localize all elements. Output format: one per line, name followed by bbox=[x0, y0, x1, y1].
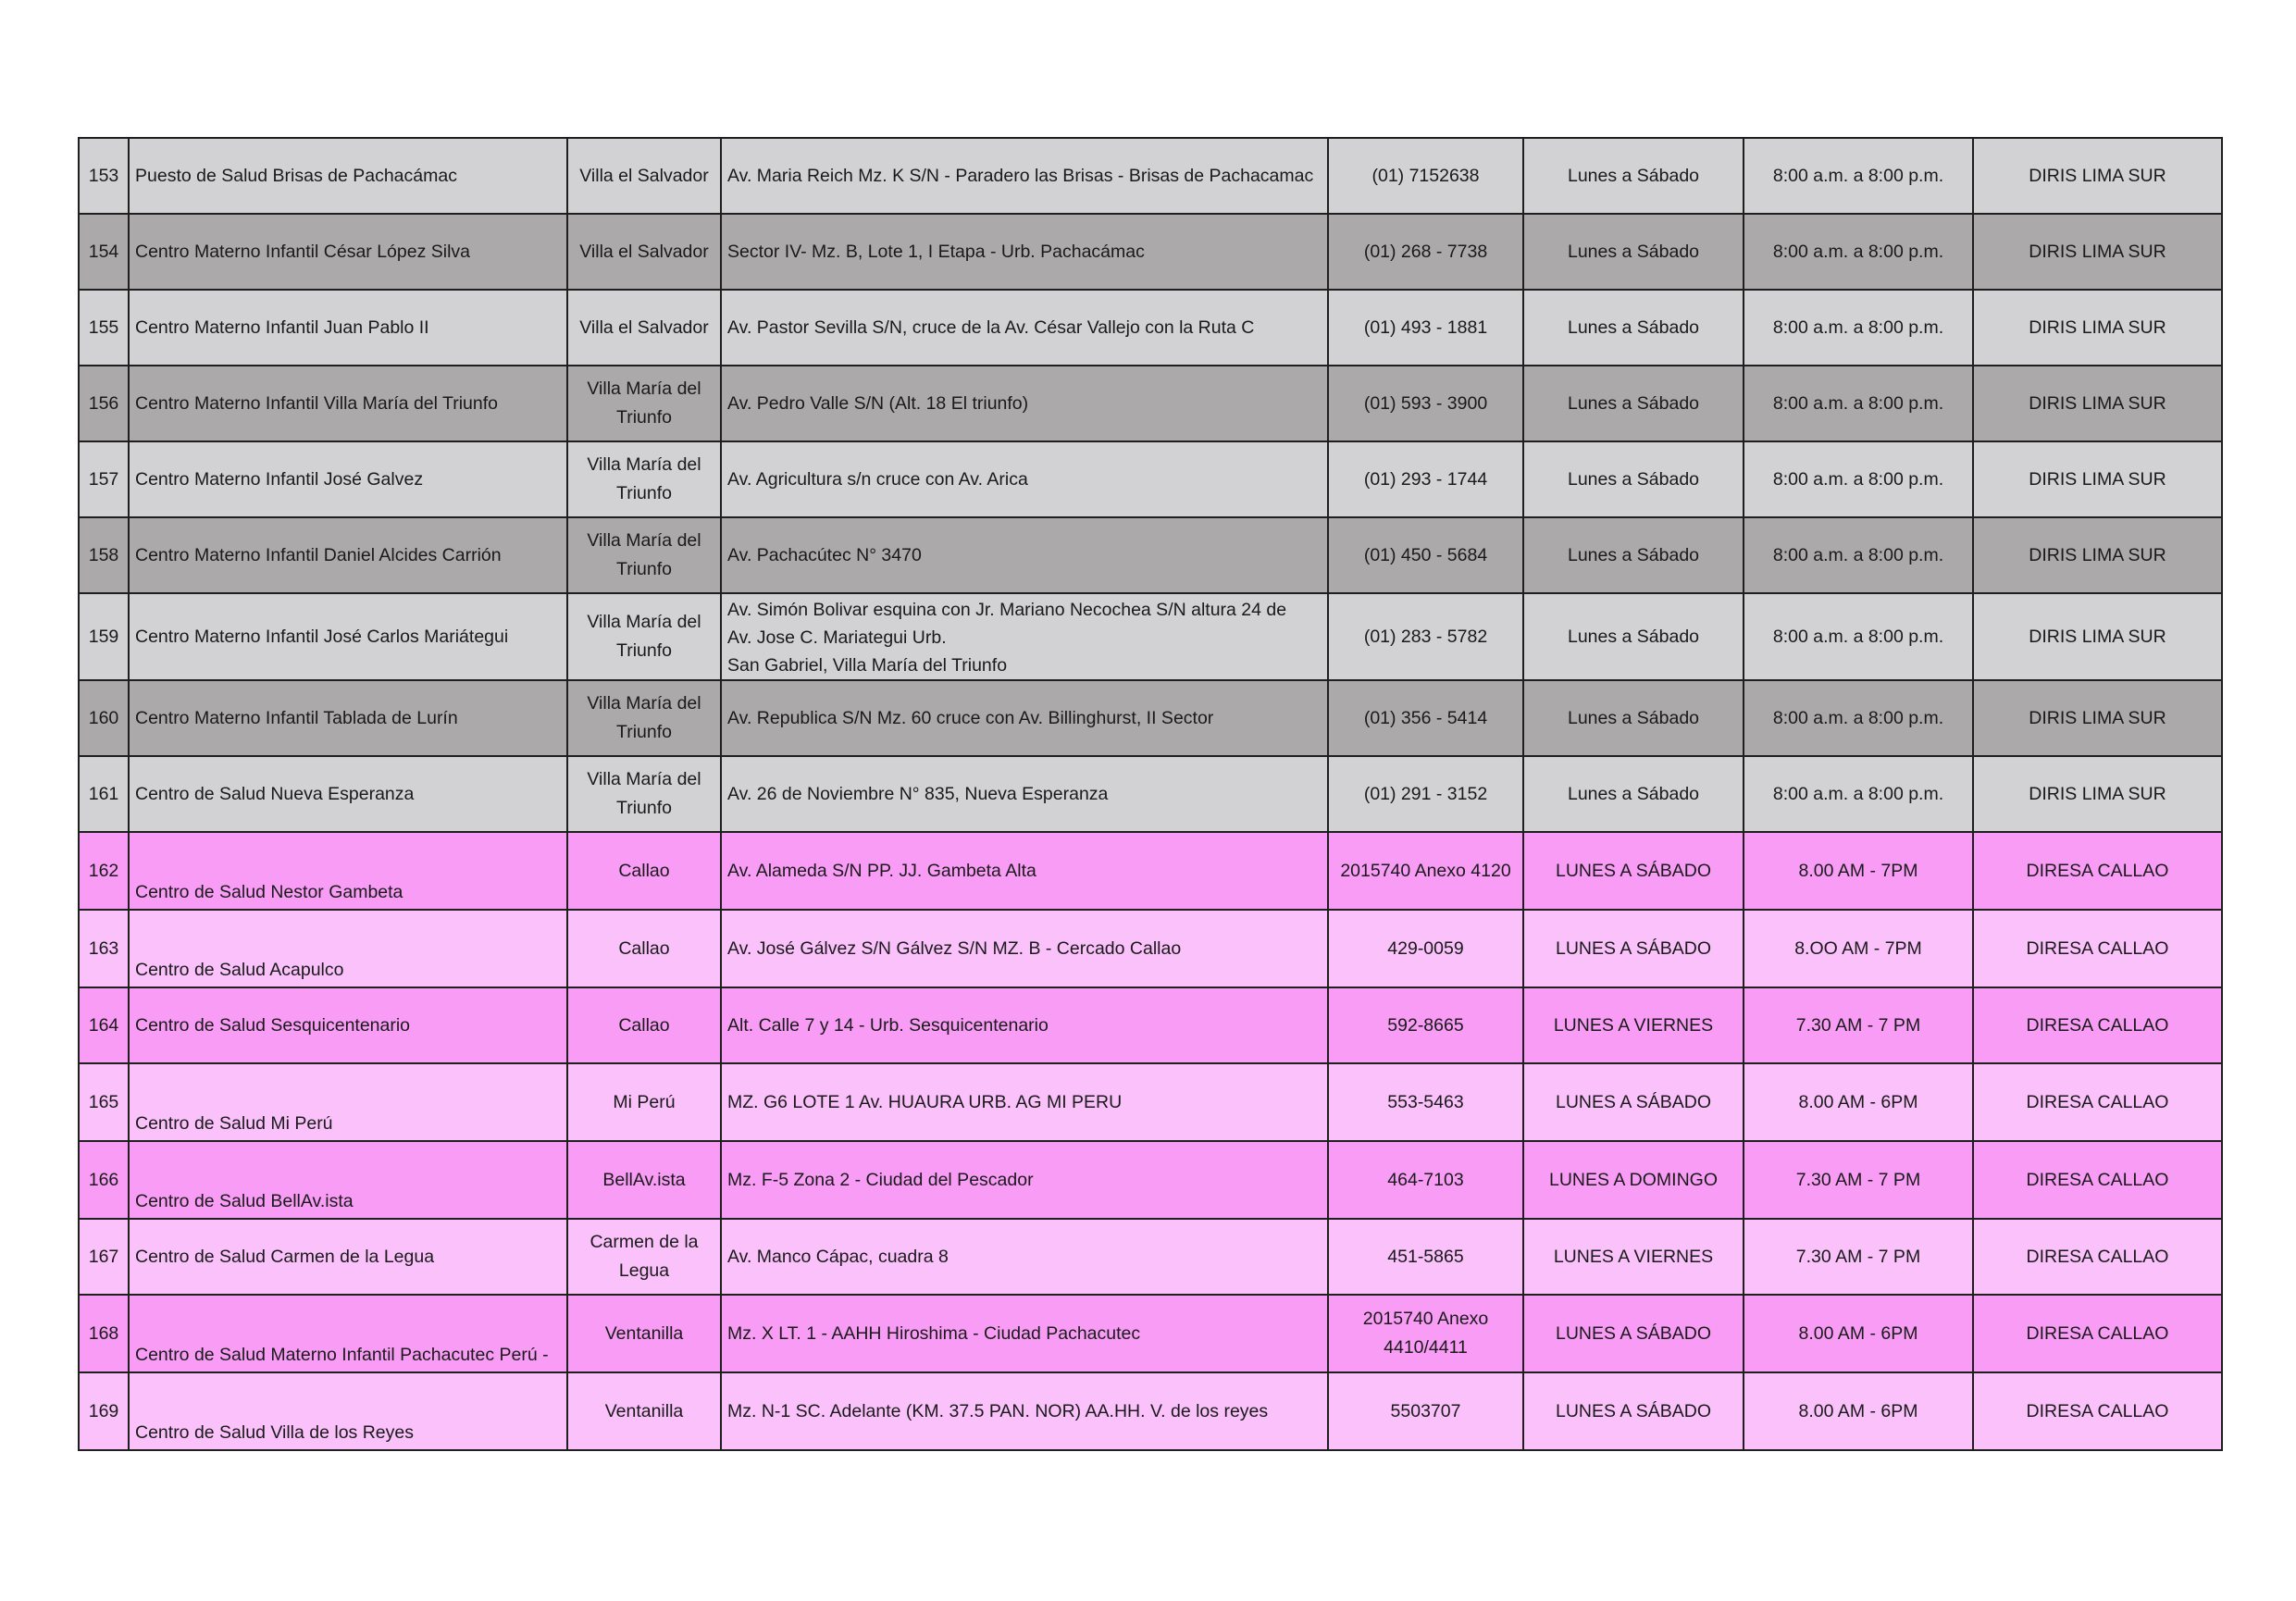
health-centers-table bbox=[78, 137, 2223, 1451]
opening-days: LUNES A SÁBADO bbox=[1523, 1063, 1744, 1141]
district: Callao bbox=[567, 832, 721, 910]
opening-days: LUNES A SÁBADO bbox=[1523, 910, 1744, 987]
facility-name: Puesto de Salud Brisas de Pachacámac bbox=[129, 138, 567, 214]
row-number: 166 bbox=[79, 1141, 129, 1219]
opening-days: Lunes a Sábado bbox=[1523, 517, 1744, 593]
health-authority: DIRESA CALLAO bbox=[1973, 1372, 2222, 1450]
address: Av. Manco Cápac, cuadra 8 bbox=[721, 1219, 1328, 1295]
facility-name: Centro de Salud Materno Infantil Pachacutec Perú - bbox=[129, 1295, 567, 1372]
opening-hours: 8:00 a.m. a 8:00 p.m. bbox=[1744, 441, 1973, 517]
row-number: 169 bbox=[79, 1372, 129, 1450]
facility-name: Centro de Salud Carmen de la Legua bbox=[129, 1219, 567, 1295]
table-row bbox=[79, 1219, 2222, 1295]
row-number: 168 bbox=[79, 1295, 129, 1372]
district: Villa María del Triunfo bbox=[567, 680, 721, 756]
opening-hours: 8.00 AM - 6PM bbox=[1744, 1295, 1973, 1372]
district: Villa María del Triunfo bbox=[567, 517, 721, 593]
opening-days: LUNES A SÁBADO bbox=[1523, 1295, 1744, 1372]
opening-hours: 8:00 a.m. a 8:00 p.m. bbox=[1744, 756, 1973, 832]
opening-hours: 7.30 AM - 7 PM bbox=[1744, 1219, 1973, 1295]
opening-days: LUNES A DOMINGO bbox=[1523, 1141, 1744, 1219]
opening-days: Lunes a Sábado bbox=[1523, 138, 1744, 214]
phone: 2015740 Anexo 4120 bbox=[1328, 832, 1523, 910]
opening-days: Lunes a Sábado bbox=[1523, 680, 1744, 756]
facility-name: Centro Materno Infantil Tablada de Lurín bbox=[129, 680, 567, 756]
row-number: 158 bbox=[79, 517, 129, 593]
facility-name: Centro de Salud Nueva Esperanza bbox=[129, 756, 567, 832]
district: Mi Perú bbox=[567, 1063, 721, 1141]
facility-name: Centro de Salud BellAv.ista bbox=[129, 1141, 567, 1219]
row-number: 159 bbox=[79, 593, 129, 680]
health-authority: DIRIS LIMA SUR bbox=[1973, 593, 2222, 680]
address: Av. Agricultura s/n cruce con Av. Arica bbox=[721, 441, 1328, 517]
table-row bbox=[79, 593, 2222, 680]
address: Alt. Calle 7 y 14 - Urb. Sesquicentenario bbox=[721, 987, 1328, 1063]
table-row bbox=[79, 910, 2222, 987]
health-authority: DIRESA CALLAO bbox=[1973, 832, 2222, 910]
facility-name: Centro de Salud Sesquicentenario bbox=[129, 987, 567, 1063]
opening-days: LUNES A SÁBADO bbox=[1523, 832, 1744, 910]
opening-hours: 8.00 AM - 7PM bbox=[1744, 832, 1973, 910]
row-number: 161 bbox=[79, 756, 129, 832]
address: Av. Alameda S/N PP. JJ. Gambeta Alta bbox=[721, 832, 1328, 910]
district: BellAv.ista bbox=[567, 1141, 721, 1219]
facility-name: Centro Materno Infantil José Carlos Mariátegui bbox=[129, 593, 567, 680]
health-authority: DIRESA CALLAO bbox=[1973, 1295, 2222, 1372]
table-row bbox=[79, 441, 2222, 517]
row-number: 164 bbox=[79, 987, 129, 1063]
district: Villa el Salvador bbox=[567, 214, 721, 290]
table-row bbox=[79, 987, 2222, 1063]
opening-hours: 8.00 AM - 6PM bbox=[1744, 1063, 1973, 1141]
health-authority: DIRESA CALLAO bbox=[1973, 1063, 2222, 1141]
facility-name: Centro de Salud Villa de los Reyes bbox=[129, 1372, 567, 1450]
opening-hours: 8.OO AM - 7PM bbox=[1744, 910, 1973, 987]
facility-name: Centro Materno Infantil Juan Pablo II bbox=[129, 290, 567, 366]
table-row bbox=[79, 680, 2222, 756]
table-row bbox=[79, 756, 2222, 832]
row-number: 154 bbox=[79, 214, 129, 290]
opening-hours: 8:00 a.m. a 8:00 p.m. bbox=[1744, 366, 1973, 441]
health-authority: DIRIS LIMA SUR bbox=[1973, 441, 2222, 517]
opening-hours: 8:00 a.m. a 8:00 p.m. bbox=[1744, 680, 1973, 756]
row-number: 155 bbox=[79, 290, 129, 366]
table-row bbox=[79, 1063, 2222, 1141]
row-number: 157 bbox=[79, 441, 129, 517]
table-row bbox=[79, 138, 2222, 214]
district: Villa el Salvador bbox=[567, 138, 721, 214]
health-authority: DIRIS LIMA SUR bbox=[1973, 138, 2222, 214]
health-authority: DIRIS LIMA SUR bbox=[1973, 290, 2222, 366]
address: Av. Republica S/N Mz. 60 cruce con Av. Billinghurst, II Sector bbox=[721, 680, 1328, 756]
phone: (01) 593 - 3900 bbox=[1328, 366, 1523, 441]
table-row bbox=[79, 1295, 2222, 1372]
table-row bbox=[79, 290, 2222, 366]
health-authority: DIRESA CALLAO bbox=[1973, 910, 2222, 987]
address: Sector IV- Mz. B, Lote 1, I Etapa - Urb. Pachacámac bbox=[721, 214, 1328, 290]
row-number: 167 bbox=[79, 1219, 129, 1295]
phone: 429-0059 bbox=[1328, 910, 1523, 987]
table-row bbox=[79, 1372, 2222, 1450]
opening-hours: 8:00 a.m. a 8:00 p.m. bbox=[1744, 517, 1973, 593]
health-authority: DIRIS LIMA SUR bbox=[1973, 756, 2222, 832]
facility-name: Centro de Salud Mi Perú bbox=[129, 1063, 567, 1141]
opening-days: Lunes a Sábado bbox=[1523, 593, 1744, 680]
row-number: 153 bbox=[79, 138, 129, 214]
facility-name: Centro Materno Infantil José Galvez bbox=[129, 441, 567, 517]
row-number: 156 bbox=[79, 366, 129, 441]
opening-hours: 8:00 a.m. a 8:00 p.m. bbox=[1744, 290, 1973, 366]
phone: (01) 7152638 bbox=[1328, 138, 1523, 214]
table-row bbox=[79, 832, 2222, 910]
facility-name: Centro Materno Infantil Villa María del Triunfo bbox=[129, 366, 567, 441]
row-number: 165 bbox=[79, 1063, 129, 1141]
opening-hours: 8:00 a.m. a 8:00 p.m. bbox=[1744, 138, 1973, 214]
health-authority: DIRIS LIMA SUR bbox=[1973, 680, 2222, 756]
facility-name: Centro de Salud Nestor Gambeta bbox=[129, 832, 567, 910]
opening-days: Lunes a Sábado bbox=[1523, 441, 1744, 517]
phone: (01) 493 - 1881 bbox=[1328, 290, 1523, 366]
table-row bbox=[79, 366, 2222, 441]
facility-name: Centro Materno Infantil César López Silva bbox=[129, 214, 567, 290]
district: Villa María del Triunfo bbox=[567, 756, 721, 832]
address: Av. Pedro Valle S/N (Alt. 18 El triunfo) bbox=[721, 366, 1328, 441]
district: Carmen de la Legua bbox=[567, 1219, 721, 1295]
phone: (01) 291 - 3152 bbox=[1328, 756, 1523, 832]
district: Villa el Salvador bbox=[567, 290, 721, 366]
opening-hours: 8:00 a.m. a 8:00 p.m. bbox=[1744, 593, 1973, 680]
opening-days: Lunes a Sábado bbox=[1523, 756, 1744, 832]
opening-days: LUNES A VIERNES bbox=[1523, 1219, 1744, 1295]
phone: (01) 293 - 1744 bbox=[1328, 441, 1523, 517]
health-authority: DIRIS LIMA SUR bbox=[1973, 214, 2222, 290]
address: Mz. N-1 SC. Adelante (KM. 37.5 PAN. NOR) AA.HH. V. de los reyes bbox=[721, 1372, 1328, 1450]
phone: (01) 268 - 7738 bbox=[1328, 214, 1523, 290]
phone: 464-7103 bbox=[1328, 1141, 1523, 1219]
district: Villa María del Triunfo bbox=[567, 593, 721, 680]
district: Villa María del Triunfo bbox=[567, 366, 721, 441]
address: Mz. F-5 Zona 2 - Ciudad del Pescador bbox=[721, 1141, 1328, 1219]
opening-hours: 7.30 AM - 7 PM bbox=[1744, 1141, 1973, 1219]
facility-name: Centro de Salud Acapulco bbox=[129, 910, 567, 987]
phone: 2015740 Anexo 4410/4411 bbox=[1328, 1295, 1523, 1372]
row-number: 160 bbox=[79, 680, 129, 756]
row-number: 163 bbox=[79, 910, 129, 987]
table-row bbox=[79, 214, 2222, 290]
facility-name: Centro Materno Infantil Daniel Alcides Carrión bbox=[129, 517, 567, 593]
opening-days: LUNES A SÁBADO bbox=[1523, 1372, 1744, 1450]
opening-days: Lunes a Sábado bbox=[1523, 214, 1744, 290]
health-authority: DIRESA CALLAO bbox=[1973, 1141, 2222, 1219]
phone: 592-8665 bbox=[1328, 987, 1523, 1063]
opening-days: LUNES A VIERNES bbox=[1523, 987, 1744, 1063]
district: Callao bbox=[567, 910, 721, 987]
address: Mz. X LT. 1 - AAHH Hiroshima - Ciudad Pachacutec bbox=[721, 1295, 1328, 1372]
address: Av. Pastor Sevilla S/N, cruce de la Av. César Vallejo con la Ruta C bbox=[721, 290, 1328, 366]
address: Av. Simón Bolivar esquina con Jr. Mariano Necochea S/N altura 24 de Av. Jose C. Mariategui Urb. San Gabriel, Villa María del Triunfo bbox=[721, 593, 1328, 680]
address: Av. Maria Reich Mz. K S/N - Paradero las Brisas - Brisas de Pachacamac bbox=[721, 138, 1328, 214]
phone: 5503707 bbox=[1328, 1372, 1523, 1450]
district: Ventanilla bbox=[567, 1295, 721, 1372]
health-authority: DIRIS LIMA SUR bbox=[1973, 517, 2222, 593]
phone: 451-5865 bbox=[1328, 1219, 1523, 1295]
opening-days: Lunes a Sábado bbox=[1523, 366, 1744, 441]
opening-days: Lunes a Sábado bbox=[1523, 290, 1744, 366]
table-row bbox=[79, 1141, 2222, 1219]
opening-hours: 7.30 AM - 7 PM bbox=[1744, 987, 1973, 1063]
health-authority: DIRESA CALLAO bbox=[1973, 1219, 2222, 1295]
opening-hours: 8.00 AM - 6PM bbox=[1744, 1372, 1973, 1450]
address: MZ. G6 LOTE 1 Av. HUAURA URB. AG MI PERU bbox=[721, 1063, 1328, 1141]
row-number: 162 bbox=[79, 832, 129, 910]
district: Ventanilla bbox=[567, 1372, 721, 1450]
address: Av. Pachacútec N° 3470 bbox=[721, 517, 1328, 593]
district: Villa María del Triunfo bbox=[567, 441, 721, 517]
phone: 553-5463 bbox=[1328, 1063, 1523, 1141]
health-authority: DIRESA CALLAO bbox=[1973, 987, 2222, 1063]
phone: (01) 356 - 5414 bbox=[1328, 680, 1523, 756]
opening-hours: 8:00 a.m. a 8:00 p.m. bbox=[1744, 214, 1973, 290]
table-row bbox=[79, 517, 2222, 593]
phone: (01) 283 - 5782 bbox=[1328, 593, 1523, 680]
address: Av. José Gálvez S/N Gálvez S/N MZ. B - Cercado Callao bbox=[721, 910, 1328, 987]
health-authority: DIRIS LIMA SUR bbox=[1973, 366, 2222, 441]
address: Av. 26 de Noviembre N° 835, Nueva Esperanza bbox=[721, 756, 1328, 832]
phone: (01) 450 - 5684 bbox=[1328, 517, 1523, 593]
district: Callao bbox=[567, 987, 721, 1063]
